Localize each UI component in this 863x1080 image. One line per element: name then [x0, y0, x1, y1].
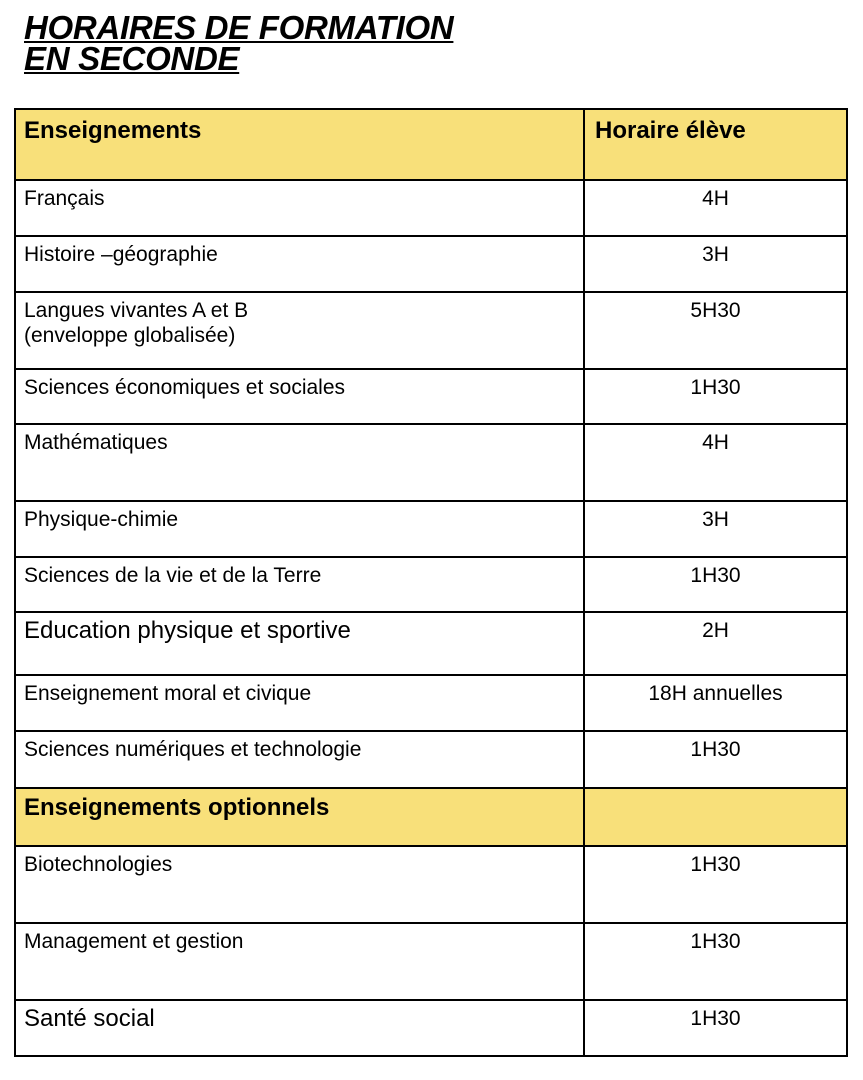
- table-row: [15, 557, 847, 612]
- subject-cell: Physique-chimie: [15, 501, 584, 557]
- hours-cell: 4H: [584, 424, 847, 501]
- hours-cell: 1H30: [584, 731, 847, 788]
- table-row: [15, 501, 847, 557]
- table-row: [15, 612, 847, 675]
- title-line-1: HORAIRES DE FORMATION: [24, 9, 454, 46]
- table-row: [15, 675, 847, 731]
- hours-cell: 1H30: [584, 557, 847, 612]
- page-title: [24, 9, 454, 77]
- subject-cell: [15, 292, 584, 369]
- table-row: [15, 846, 847, 923]
- table-row: [15, 424, 847, 501]
- subject-cell: Sciences de la vie et de la Terre: [15, 557, 584, 612]
- header-hours: Horaire élève: [584, 109, 847, 180]
- subject-cell: Biotechnologies: [15, 846, 584, 923]
- hours-cell: 4H: [584, 180, 847, 236]
- subject-text: Langues vivantes A et B (enveloppe globalisée): [24, 299, 249, 347]
- hours-cell: 1H30: [584, 923, 847, 1000]
- table-row: [15, 923, 847, 1000]
- hours-cell: 18H annuelles: [584, 675, 847, 731]
- subject-cell: Sciences économiques et sociales: [15, 369, 584, 424]
- table-row: [15, 369, 847, 424]
- hours-cell: 5H30: [584, 292, 847, 369]
- hours-cell: 3H: [584, 501, 847, 557]
- hours-cell: 2H: [584, 612, 847, 675]
- table-header-row: [15, 109, 847, 180]
- optional-section-hours: [584, 788, 847, 846]
- hours-cell: 3H: [584, 236, 847, 292]
- hours-cell: 1H30: [584, 369, 847, 424]
- table-row: [15, 180, 847, 236]
- subject-cell: Enseignement moral et civique: [15, 675, 584, 731]
- title-line-2: EN SECONDE: [24, 40, 240, 77]
- hours-cell: 1H30: [584, 1000, 847, 1056]
- subject-cell: Sciences numériques et technologie: [15, 731, 584, 788]
- subject-cell: Management et gestion: [15, 923, 584, 1000]
- table-row: [15, 731, 847, 788]
- subject-cell: Histoire –géographie: [15, 236, 584, 292]
- subject-cell: Français: [15, 180, 584, 236]
- table-row: [15, 292, 847, 369]
- hours-cell: 1H30: [584, 846, 847, 923]
- subject-cell: Education physique et sportive: [15, 612, 584, 675]
- header-subject: Enseignements: [15, 109, 584, 180]
- optional-section-row: [15, 788, 847, 846]
- table-row: [15, 1000, 847, 1056]
- schedule-table: [14, 108, 848, 1057]
- table-row: [15, 236, 847, 292]
- subject-cell: Santé social: [15, 1000, 584, 1056]
- subject-cell: Mathématiques: [15, 424, 584, 501]
- optional-section-label: Enseignements optionnels: [15, 788, 584, 846]
